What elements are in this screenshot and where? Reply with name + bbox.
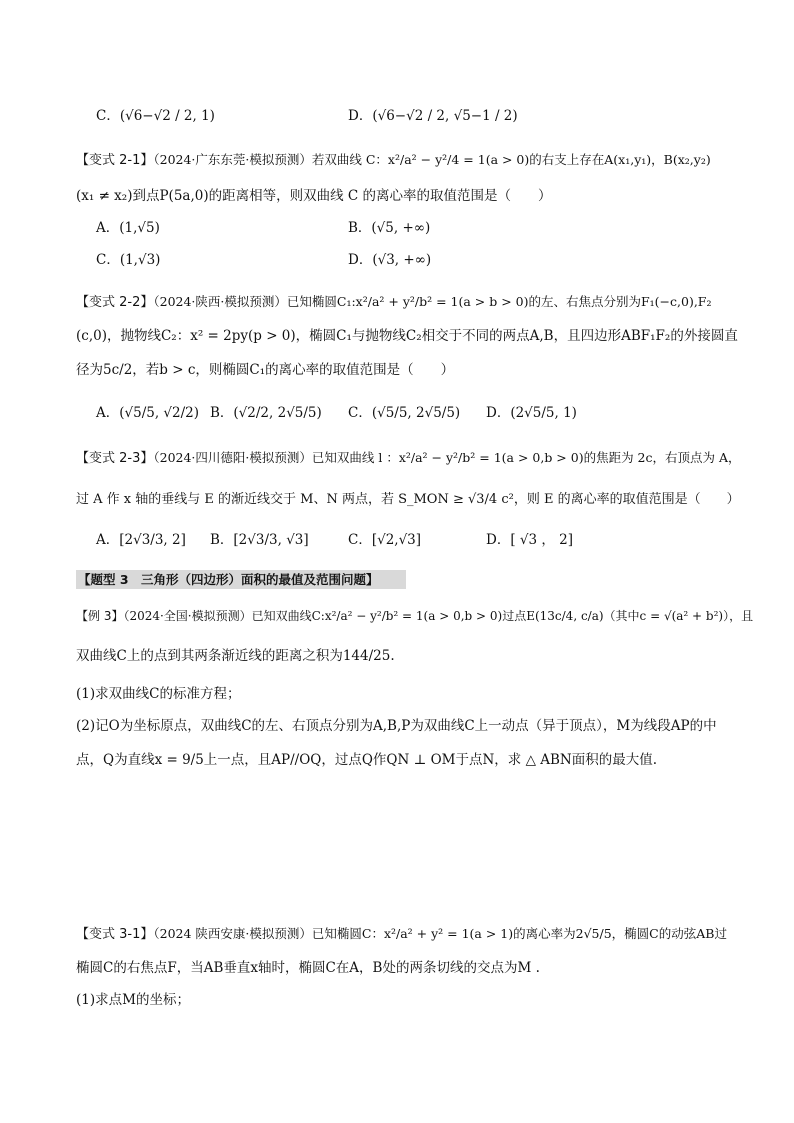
option-a: A．(1,√5) (96, 220, 160, 236)
section-title: 【题型 3 三角形（四边形）面积的最值及范围问题】 (76, 570, 406, 589)
example-3-q2a: (2)记O为坐标原点，双曲线C的左、右顶点分别为A,B,P为双曲线C上一动点（异于顶点），M为线段AP的中 (76, 718, 717, 734)
variant-text: （2024·陕西·模拟预测）已知椭圆C₁:x²/a² + y²/b² = 1(a > b > 0)的左、右焦点分别为F₁(−c,0),F₂ (153, 294, 712, 309)
option-c: C．(√5/5, 2√5/5) (348, 405, 461, 421)
option-a: A．[2√3/3, 2] (96, 532, 186, 548)
variant-2-1-line1 (76, 150, 711, 171)
option-c-prev: C．(√6−√2 / 2, 1) (96, 108, 215, 124)
option-c: C．[√2,√3] (348, 532, 422, 548)
variant-3-1-q1: (1)求点M的坐标； (76, 992, 190, 1008)
variant-tag: 【变式 2-3】 (76, 451, 154, 466)
option-d: D．[ √3 ， 2] (486, 532, 574, 548)
variant-text: （2024·四川德阳·模拟预测）已知双曲线 l ：x²/a² − y²/b² = 1(a > 0,b > 0)的焦距为 2c，右顶点为 A， (153, 450, 741, 465)
example-3-line2: 双曲线C上的点到其两条渐近线的距离之积为144/25. (76, 648, 395, 664)
variant-2-3-line2: 过 A 作 x 轴的垂线与 E 的渐近线交于 M、N 两点，若 S_MON ≥ √3/4 c²，则 E 的离心率的取值范围是（ ） (76, 492, 740, 507)
variant-tag: 【变式 3-1】 (76, 927, 154, 942)
option-c: C．(1,√3) (96, 252, 161, 268)
option-b: B．[2√3/3, √3] (210, 532, 309, 548)
option-d: D．(√3, +∞) (348, 252, 432, 268)
variant-text: （2024 陕西安康·模拟预测）已知椭圆C：x²/a² + y² = 1(a > 1)的离心率为2√5/5，椭圆C的动弦AB过 (153, 926, 727, 941)
variant-tag: 【变式 2-1】 (76, 153, 154, 168)
variant-text: （2024·广东东莞·模拟预测）若双曲线 C：x²/a² − y²/4 = 1(a > 0)的右支上存在A(x₁,y₁)，B(x₂,y₂) (153, 152, 711, 167)
variant-2-2-line1 (76, 292, 712, 313)
variant-2-2-line3: 径为5c/2，若b > c，则椭圆C₁的离心率的取值范围是（ ） (76, 362, 455, 378)
option-d-prev: D．(√6−√2 / 2, √5−1 / 2) (348, 108, 518, 124)
variant-2-1-line2: (x₁ ≠ x₂)到点P(5a,0)的距离相等，则双曲线 C 的离心率的取值范围是（ ） (76, 188, 552, 204)
example-3-q2b: 点，Q为直线x = 9/5上一点，且AP//OQ，过点Q作QN ⊥ OM于点N，求 △ ABN面积的最大值. (76, 752, 658, 768)
variant-2-2-line2: (c,0)，抛物线C₂：x² = 2py(p > 0)，椭圆C₁与抛物线C₂相交于不同的两点A,B，且四边形ABF₁F₂的外接圆直 (76, 328, 738, 344)
option-d: D．(2√5/5, 1) (486, 405, 577, 421)
variant-tag: 【变式 2-2】 (76, 295, 154, 310)
option-b: B．(√5, +∞) (348, 220, 431, 236)
example-tag: 【例 3】 (76, 609, 124, 623)
example-text: （2024·全国·模拟预测）已知双曲线C:x²/a² − y²/b² = 1(a > 0,b > 0)过点E(13c/4, c/a)（其中c = √(a² + b²)），且 (123, 609, 754, 623)
variant-3-1-line2: 椭圆C的右焦点F，当AB垂直x轴时，椭圆C在A，B处的两条切线的交点为M . (76, 960, 540, 976)
variant-3-1-line1 (76, 924, 727, 945)
option-a: A．(√5/5, √2/2) (96, 405, 200, 421)
variant-2-3-line1 (76, 448, 741, 469)
example-3-q1: (1)求双曲线C的标准方程； (76, 686, 241, 702)
option-b: B．(√2/2, 2√5/5) (210, 405, 322, 421)
example-3-line1 (76, 606, 753, 626)
